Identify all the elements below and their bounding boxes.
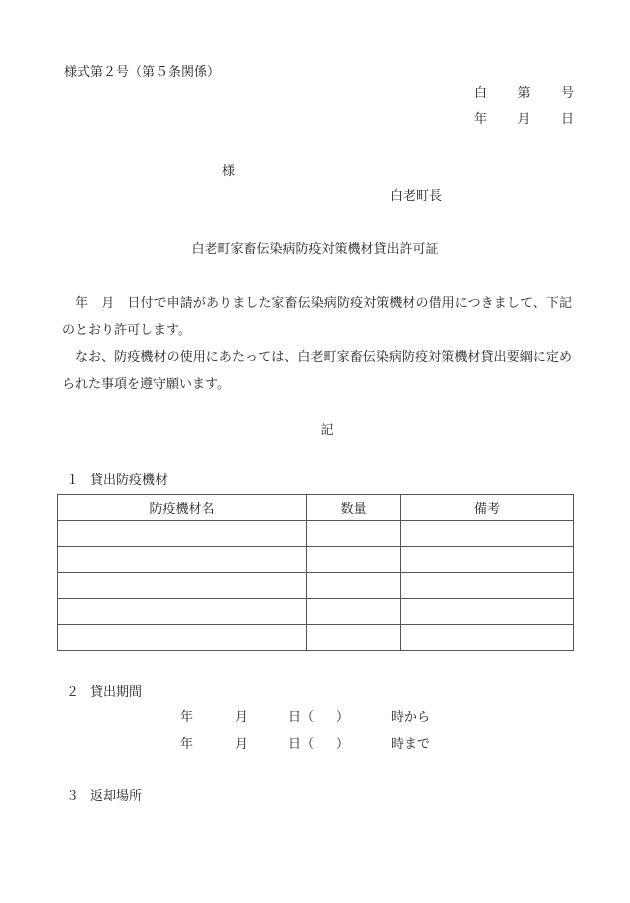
date-day: 日 bbox=[560, 112, 574, 127]
table-row bbox=[58, 521, 574, 547]
loan-period-start bbox=[180, 711, 450, 725]
body-text bbox=[62, 290, 572, 398]
cell-equipment-name bbox=[58, 573, 307, 599]
table-row bbox=[58, 625, 574, 651]
equipment-table bbox=[57, 494, 574, 651]
period-day: 日 bbox=[288, 737, 302, 752]
section-3-heading bbox=[66, 790, 142, 803]
cell-quantity bbox=[307, 599, 401, 625]
header-remarks: 備考 bbox=[401, 495, 574, 521]
section-1-number: １ bbox=[66, 473, 80, 488]
loan-period-end bbox=[180, 738, 450, 752]
section-2-title: 貸出期間 bbox=[90, 685, 143, 700]
date-month: 月 bbox=[517, 112, 531, 127]
cell-remarks bbox=[401, 521, 574, 547]
period-time-to: 時まで bbox=[391, 737, 431, 752]
cell-remarks bbox=[401, 625, 574, 651]
cell-quantity bbox=[307, 521, 401, 547]
section-2-heading bbox=[66, 686, 142, 699]
issuer: 白老町長 bbox=[390, 189, 443, 204]
period-paren-open: （ bbox=[301, 737, 315, 752]
period-time-from: 時から bbox=[391, 710, 431, 725]
body-paragraph-1: 年 月 日付で申請がありました家畜伝染病防疫対策機材の借用につきまして、下記のとおり許可します。 bbox=[62, 296, 572, 338]
cell-equipment-name bbox=[58, 625, 307, 651]
period-paren-open: （ bbox=[301, 710, 315, 725]
period-day: 日 bbox=[288, 710, 302, 725]
form-number: 様式第２号（第５条関係） bbox=[64, 65, 221, 80]
table-row bbox=[58, 573, 574, 599]
header-quantity: 数量 bbox=[307, 495, 401, 521]
section-1-title: 貸出防疫機材 bbox=[90, 473, 169, 488]
table-row bbox=[58, 599, 574, 625]
date-year: 年 bbox=[474, 112, 488, 127]
period-year: 年 bbox=[180, 710, 194, 725]
recipient-suffix: 様 bbox=[222, 164, 236, 179]
doc-no-go: 号 bbox=[560, 86, 574, 101]
period-month: 月 bbox=[235, 710, 249, 725]
doc-no-dai: 第 bbox=[517, 86, 531, 101]
cell-remarks bbox=[401, 547, 574, 573]
cell-equipment-name bbox=[58, 547, 307, 573]
issue-date-line bbox=[474, 113, 574, 126]
cell-equipment-name bbox=[58, 599, 307, 625]
cell-remarks bbox=[401, 573, 574, 599]
section-2-number: ２ bbox=[66, 685, 80, 700]
cell-quantity bbox=[307, 573, 401, 599]
period-year: 年 bbox=[180, 737, 194, 752]
section-1-heading bbox=[66, 474, 168, 487]
body-paragraph-2: なお、防疫機材の使用にあたっては、白老町家畜伝染病防疫対策機材貸出要綱に定められた事項を遵守願います。 bbox=[62, 350, 572, 392]
header-equipment-name: 防疫機材名 bbox=[58, 495, 307, 521]
table-row bbox=[58, 547, 574, 573]
cell-remarks bbox=[401, 599, 574, 625]
cell-equipment-name bbox=[58, 521, 307, 547]
table-header-row bbox=[58, 495, 574, 521]
section-3-title: 返却場所 bbox=[90, 789, 143, 804]
doc-no-prefix: 白 bbox=[474, 86, 488, 101]
period-paren-close: ） bbox=[336, 737, 350, 752]
period-paren-close: ） bbox=[336, 710, 350, 725]
section-3-number: ３ bbox=[66, 789, 80, 804]
cell-quantity bbox=[307, 625, 401, 651]
cell-quantity bbox=[307, 547, 401, 573]
document-number-line bbox=[474, 87, 574, 100]
document-title: 白老町家畜伝染病防疫対策機材貸出許可証 bbox=[191, 242, 439, 257]
period-month: 月 bbox=[235, 737, 249, 752]
ki-heading: 記 bbox=[320, 423, 334, 438]
